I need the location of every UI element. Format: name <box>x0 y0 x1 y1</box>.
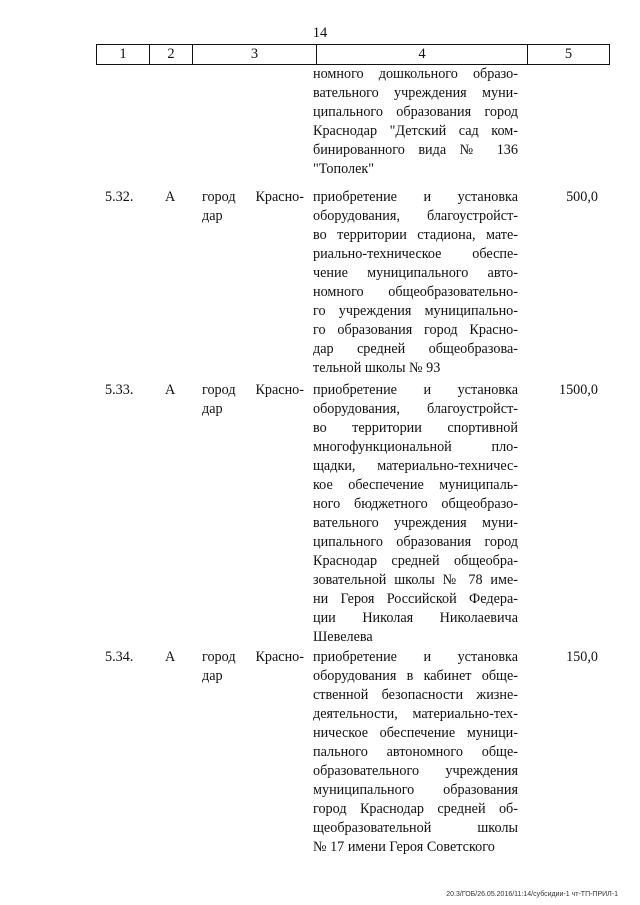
description-line: пального автономного обще- <box>313 744 518 760</box>
description-line: щеобразовательной школы <box>313 820 518 836</box>
description-line: ципального образования город <box>313 534 518 550</box>
column-header-row <box>97 45 610 65</box>
description-line: приобретение и установка <box>313 189 518 205</box>
description-line: го образования город Красно- <box>313 322 518 338</box>
description-line: во территории стадиона, мате- <box>313 227 518 243</box>
place-word: дар <box>202 208 223 224</box>
row-amount: 150,0 <box>566 649 598 665</box>
description-line: тельной школы № 93 <box>313 360 441 376</box>
column-header-4: 4 <box>317 45 528 65</box>
description-line: № 17 имени Героя Советского <box>313 839 495 855</box>
description-line: Краснодар "Детский сад ком- <box>313 123 518 139</box>
description-line: вательного учреждения муни- <box>313 85 518 101</box>
row-place <box>202 188 304 226</box>
row-description <box>313 648 518 857</box>
description-line: оборудования, благоустройст- <box>313 208 518 224</box>
description-line: зовательной школы № 78 име- <box>313 572 518 588</box>
description-line: го учреждения муниципально- <box>313 303 518 319</box>
description-line: Краснодар средней общеобра- <box>313 553 518 569</box>
description-line: деятельности, материально-тех- <box>313 706 518 722</box>
place-word: дар <box>202 668 223 684</box>
description-line: образовательного учреждения <box>313 763 518 779</box>
place-word: Красно- <box>255 382 304 398</box>
description-line: вательного учреждения муни- <box>313 515 518 531</box>
description-line: ническое обеспечение муници- <box>313 725 518 741</box>
row-place <box>202 648 304 686</box>
description-line: номного дошкольного образо- <box>313 66 518 82</box>
description-line: город Краснодар средней об- <box>313 801 518 817</box>
row-description <box>313 381 518 647</box>
description-line: бинированного вида № 136 <box>313 142 518 158</box>
description-line: чение муниципального авто- <box>313 265 518 281</box>
place-word: город <box>202 382 236 398</box>
row-place <box>202 381 304 419</box>
page-number: 14 <box>312 25 328 41</box>
description-line: приобретение и установка <box>313 649 518 665</box>
document-footer-code: 20.3/ГОБ/26.05.2016/11:14/субсидии-1 чт-ТП-ПРИЛ-1 <box>446 891 618 898</box>
description-line: номного общеобразовательно- <box>313 284 518 300</box>
description-line: "Тополек" <box>313 161 375 177</box>
column-header-5: 5 <box>528 45 610 65</box>
place-word: дар <box>202 401 223 417</box>
description-line: ственной безопасности жизне- <box>313 687 518 703</box>
column-header-3: 3 <box>193 45 317 65</box>
description-line: ного бюджетного общеобразо- <box>313 496 518 512</box>
row-amount: 500,0 <box>566 189 598 205</box>
row-amount: 1500,0 <box>558 382 598 398</box>
description-line: Шевелева <box>313 629 373 645</box>
continued-description <box>313 65 518 179</box>
description-line: ни Героя Российской Федера- <box>313 591 518 607</box>
description-line: щадки, материально-техничес- <box>313 458 518 474</box>
description-line: ципального образования город <box>313 104 518 120</box>
description-line: приобретение и установка <box>313 382 518 398</box>
description-line: муниципального образования <box>313 782 518 798</box>
row-number: 5.32. <box>105 189 134 205</box>
place-word: город <box>202 189 236 205</box>
place-word: Красно- <box>255 649 304 665</box>
description-line: риально-техническое обеспе- <box>313 246 518 262</box>
place-word: Красно- <box>255 189 304 205</box>
row-number: 5.34. <box>105 649 134 665</box>
description-line: дар средней общеобразова- <box>313 341 518 357</box>
description-line: многофункциональной пло- <box>313 439 518 455</box>
place-word: город <box>202 649 236 665</box>
description-line: ции Николая Николаевича <box>313 610 518 626</box>
description-line: оборудования в кабинет обще- <box>313 668 518 684</box>
description-line: кое обеспечение муниципаль- <box>313 477 518 493</box>
row-category: А <box>165 382 176 398</box>
row-category: А <box>165 189 176 205</box>
column-header-1: 1 <box>97 45 150 65</box>
row-description <box>313 188 518 378</box>
row-number: 5.33. <box>105 382 134 398</box>
column-header-2: 2 <box>150 45 193 65</box>
row-category: А <box>165 649 176 665</box>
description-line: во территории спортивной <box>313 420 518 436</box>
description-line: оборудования, благоустройст- <box>313 401 518 417</box>
column-header-table <box>96 44 610 65</box>
